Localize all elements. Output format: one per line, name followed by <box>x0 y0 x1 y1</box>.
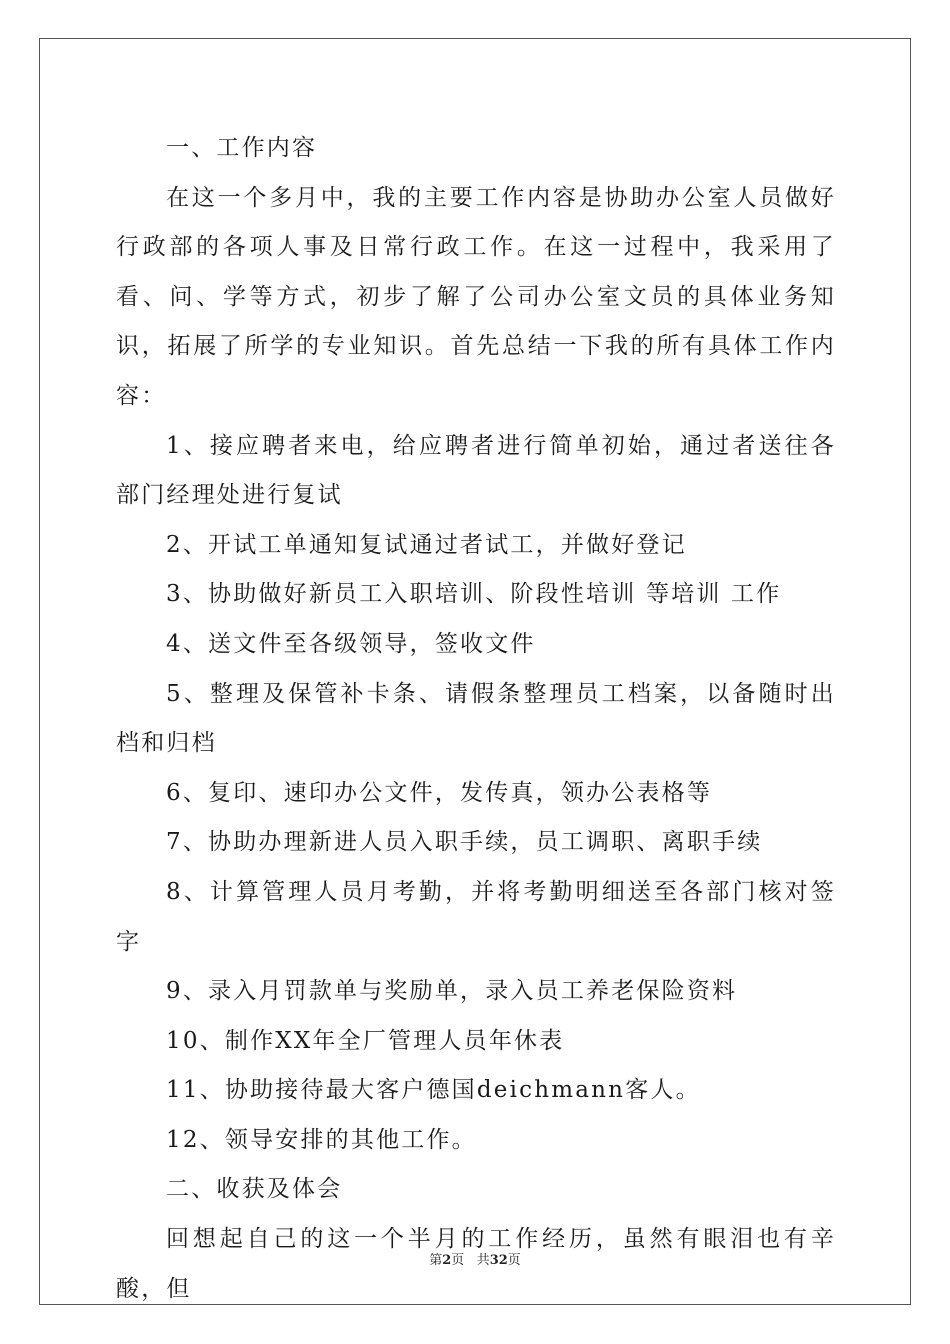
list-item-7: 7、协助办理新进人员入职手续，员工调职、离职手续 <box>166 829 763 856</box>
section-heading-gains: 二、收获及体会 <box>166 1176 343 1203</box>
list-item-3: 3、协助做好新员工入职培训、阶段性培训 等培训 工作 <box>166 581 782 608</box>
list-item-12: 12、领导安排的其他工作。 <box>166 1126 477 1153</box>
list-item-2: 2、开试工单通知复试通过者试工，并做好登记 <box>166 531 687 558</box>
paragraph-reflection: 回想起自己的这一个半月的工作经历，虽然有眼泪也有辛酸，但 <box>116 1226 836 1302</box>
list-item-11: 11、协助接待最大客户德国deichmann客人。 <box>166 1077 701 1104</box>
list-item-10: 10、制作XX年全厂管理人员年休表 <box>166 1027 565 1054</box>
total-suffix: 页 <box>507 1253 521 1268</box>
total-prefix: 共 <box>476 1253 490 1268</box>
list-item-6: 6、复印、速印办公文件，发传真，领办公表格等 <box>166 779 713 806</box>
list-item-4: 4、送文件至各级领导，签收文件 <box>166 630 536 657</box>
page-number: 2 <box>442 1253 452 1268</box>
section-heading-work-content: 一、工作内容 <box>166 135 318 161</box>
page-footer <box>0 1249 950 1268</box>
document-body <box>116 124 836 1314</box>
page-prefix: 第 <box>429 1253 443 1268</box>
list-item-9: 9、录入月罚款单与奖励单，录入员工养老保险资料 <box>166 978 738 1005</box>
list-item-5: 5、整理及保管补卡条、请假条整理员工档案，以备随时出档和归档 <box>116 680 836 757</box>
list-item-1: 1、接应聘者来电，给应聘者进行简单初始，通过者送往各部门经理处进行复试 <box>116 432 836 509</box>
page-suffix: 页 <box>451 1253 465 1268</box>
total-pages: 32 <box>489 1253 508 1268</box>
paragraph-intro: 在这一个多月中，我的主要工作内容是协助办公室人员做好行政部的各项人事及日常行政工作。在这一过程中，我采用了看、问、学等方式，初步了解了公司办公室文员的具体业务知识，拓展了所学的专业知识。首先总结一下我的所有具体工作内容： <box>116 184 836 409</box>
list-item-8: 8、计算管理人员月考勤，并将考勤明细送至各部门核对签字 <box>116 878 836 955</box>
